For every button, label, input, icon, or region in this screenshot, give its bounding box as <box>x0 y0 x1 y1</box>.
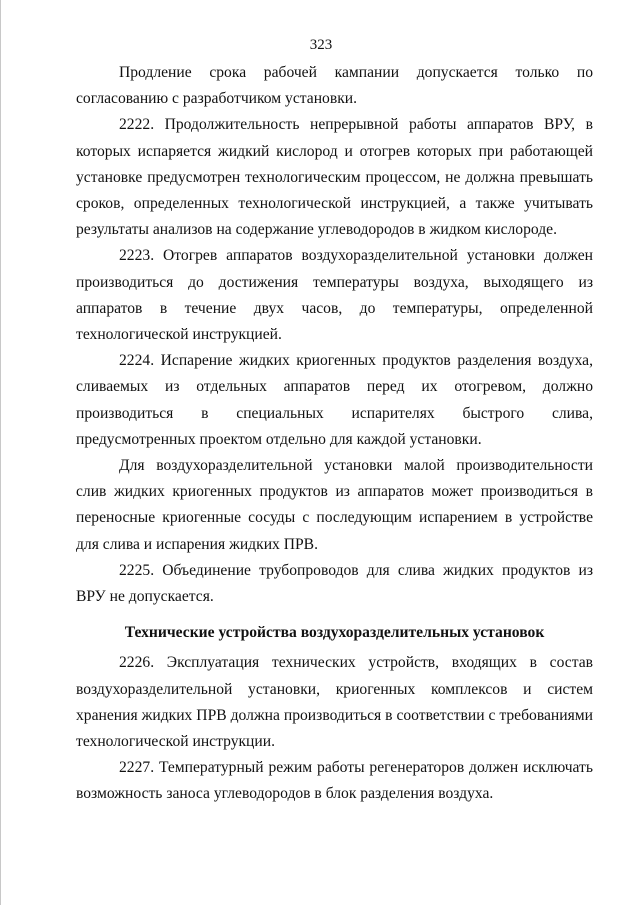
paragraph-small-plant-note: Для воздухоразделительной установки малой производительности слив жидких криогенных продуктов из аппаратов может производиться в переносные криогенные сосуды с последующим испарением в устройстве для слива и испарения жидких ПРВ. <box>76 457 593 553</box>
section-heading: Технические устройства воздухоразделительных установок <box>124 624 545 642</box>
paragraph-2224: 2224. Испарение жидких криогенных продуктов разделения воздуха, сливаемых из отдельных аппаратов перед их отогревом, должно производиться в специальных испарителях быстрого слива, предусмотренных проектом отдельно для каждой установки. <box>76 352 593 448</box>
paragraph-2225: 2225. Объединение трубопроводов для слива жидких продуктов из ВРУ не допускается. <box>76 561 593 606</box>
paragraph-2222: 2222. Продолжительность непрерывной работы аппаратов ВРУ, в которых испаряется жидкий кислород и отогрев которых при работающей установке предусмотрен технологическим процессом, не должна превышать сроков, определенных технологической инструкцией, а также учитывать результаты анализов на содержание углеводородов в жидком кислороде. <box>76 116 593 239</box>
paragraph-2227: 2227. Температурный режим работы регенераторов должен исключать возможность заноса углеводородов в блок разделения воздуха. <box>76 759 593 803</box>
page-number: 323 <box>309 37 333 53</box>
paragraph-2226: 2226. Эксплуатация технических устройств, входящих в состав воздухоразделительной установки, криогенных комплексов и систем хранения жидких ПРВ должна производиться в соответствии с требованиями технологической инструкции. <box>76 654 593 751</box>
page-content <box>76 60 593 808</box>
paragraph-2223: 2223. Отогрев аппаратов воздухоразделительной установки должен производиться до достижения температуры воздуха, выходящего из аппаратов в течение двух часов, до температуры, определенной технологической инструкцией. <box>76 247 593 344</box>
paragraph-extension-note: Продление срока рабочей кампании допускается только по согласованию с разработчиком установки. <box>76 64 593 108</box>
